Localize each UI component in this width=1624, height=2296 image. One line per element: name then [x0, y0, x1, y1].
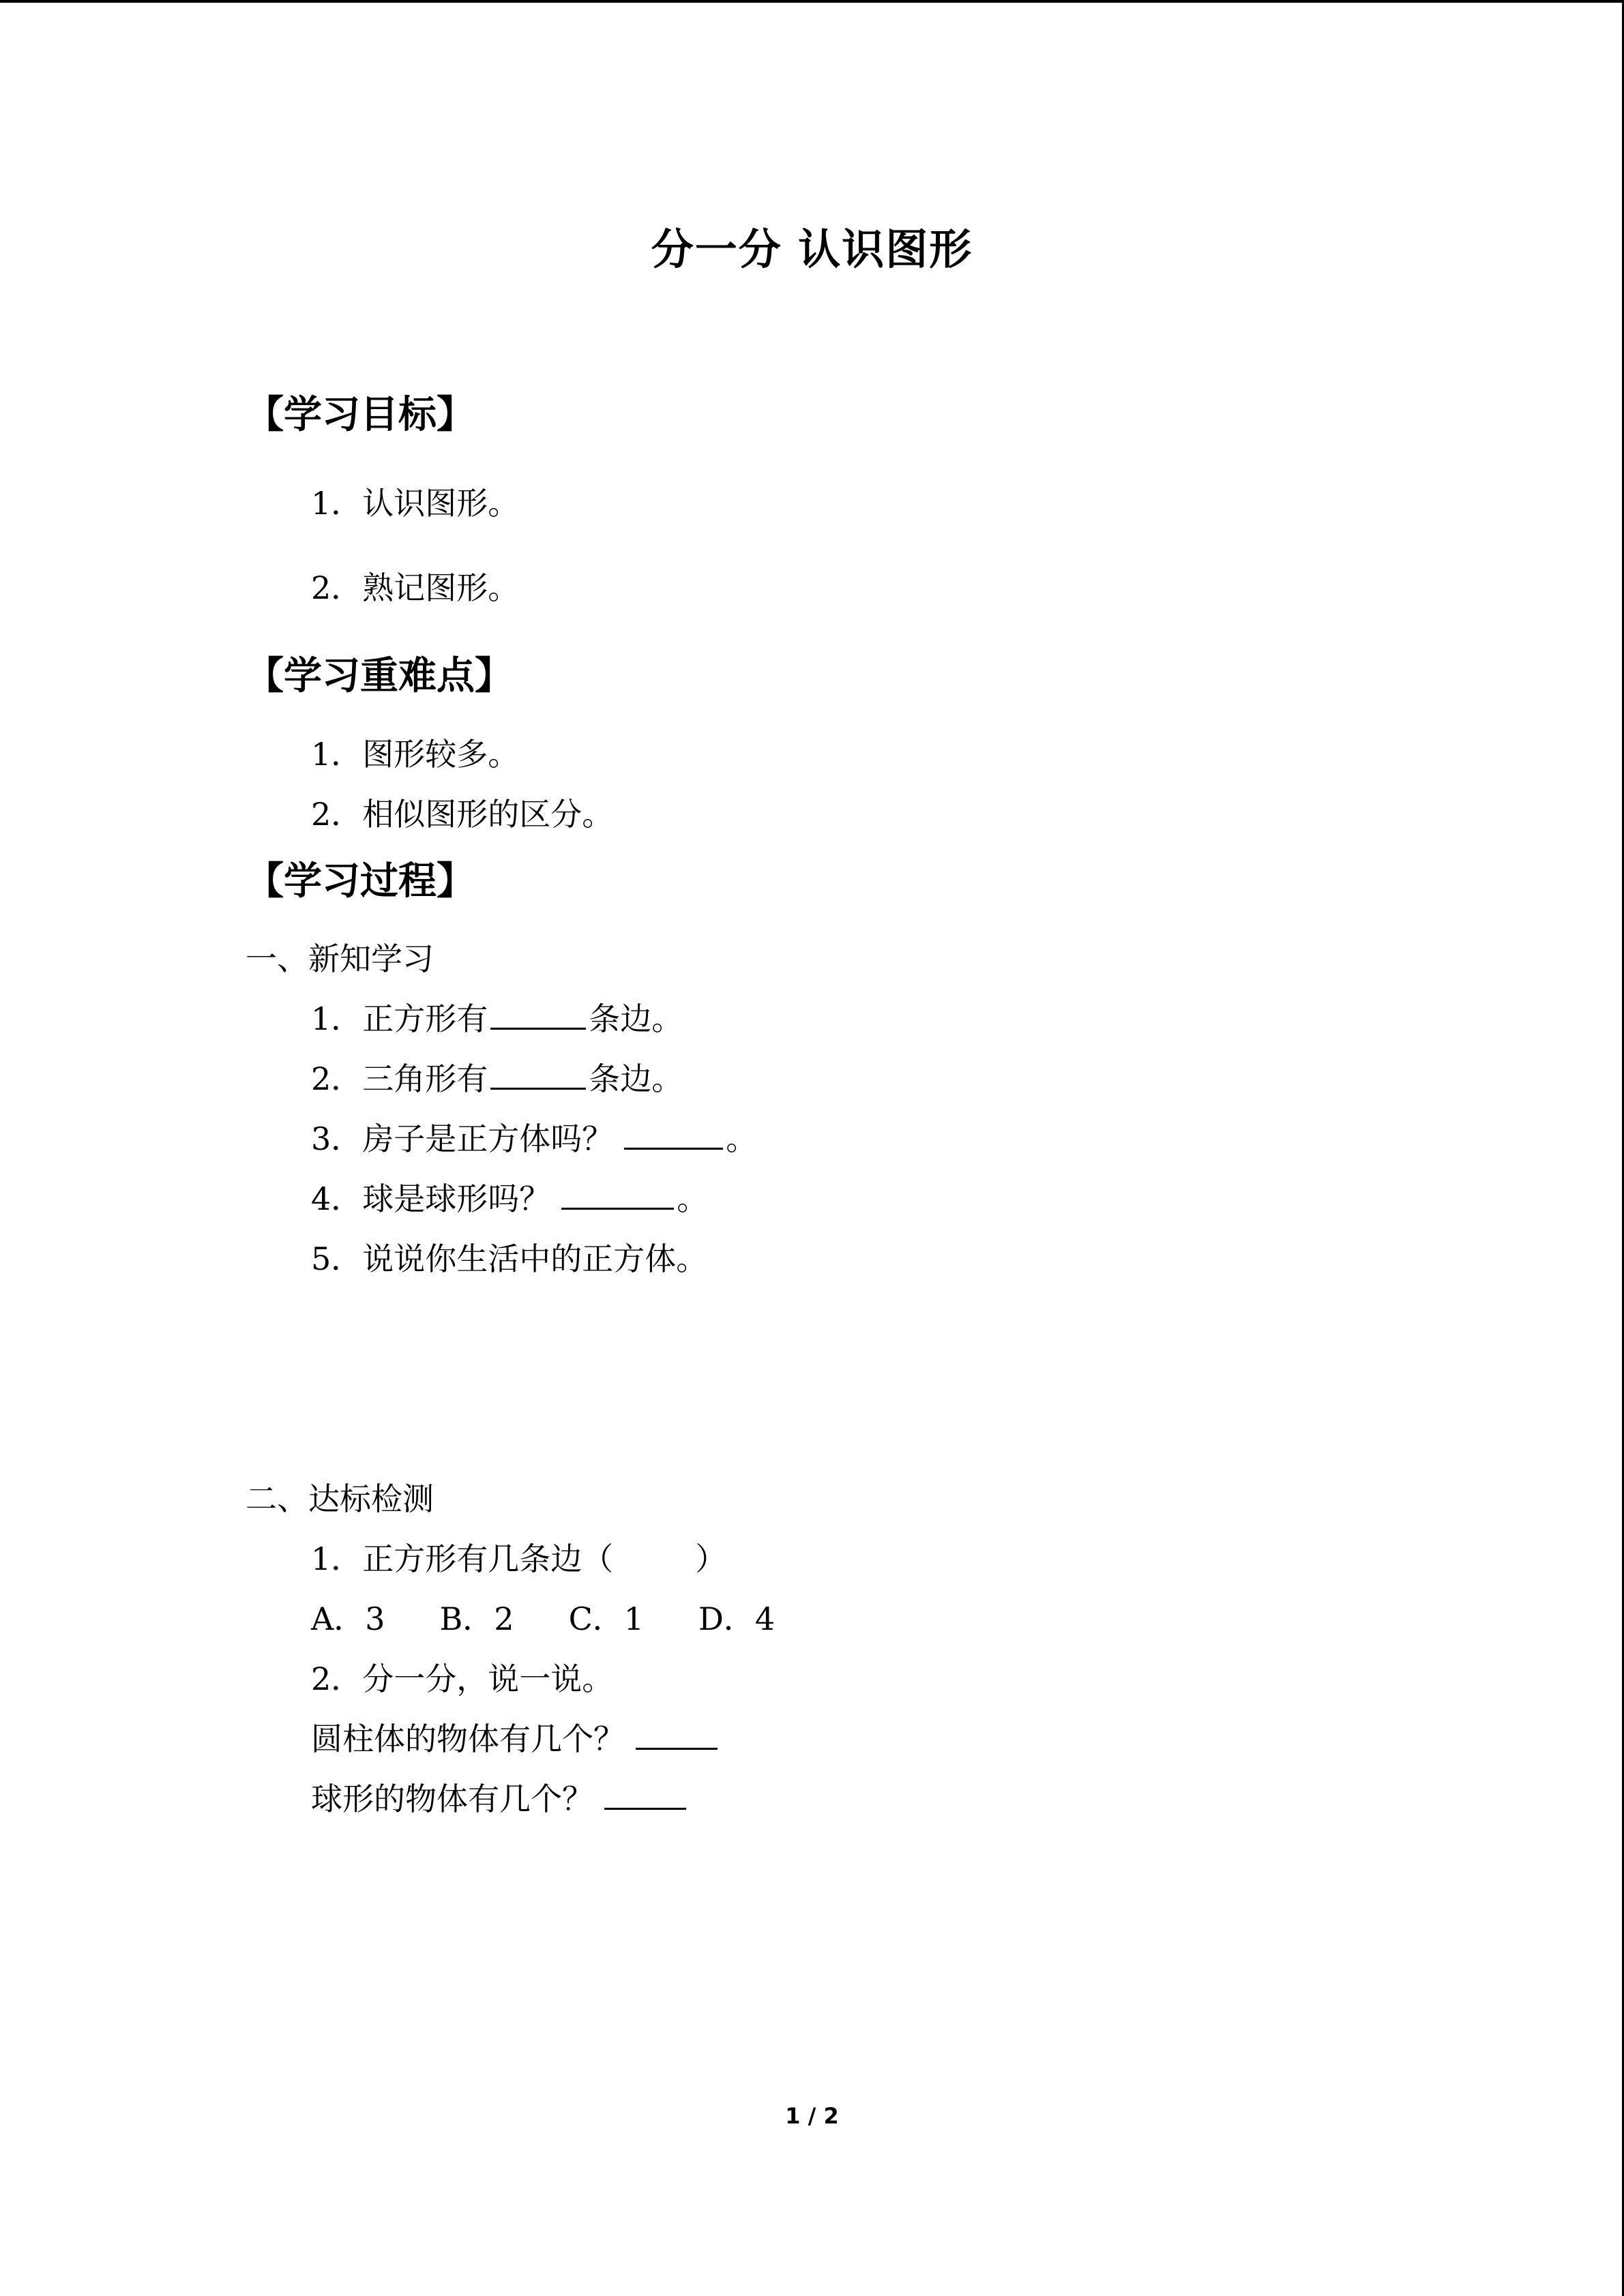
q4-text-before: 4．球是球形吗？ — [311, 1180, 551, 1217]
part2-label: 二、达标检测 — [246, 1480, 434, 1517]
option-a[interactable]: A．3 — [311, 1600, 385, 1637]
q3-text-after: 。 — [726, 1120, 758, 1157]
q2-text-before: 2．三角形有 — [311, 1060, 488, 1097]
part2-question-2b — [311, 1774, 689, 1819]
heading-goals: 【学习目标】 — [246, 393, 475, 437]
answer-blank[interactable] — [624, 1118, 723, 1150]
part1-question-2 — [311, 1054, 683, 1099]
q1-text-after: 条边。 — [589, 1000, 683, 1037]
p2q1-text-after: ） — [695, 1540, 727, 1577]
part1-question-4 — [311, 1174, 708, 1219]
difficulty-item-1: 1．图形较多。 — [311, 736, 520, 773]
q2b-text: 球形的物体有几个？ — [311, 1780, 593, 1817]
answer-options — [311, 1594, 829, 1639]
heading-difficulties: 【学习重难点】 — [246, 654, 513, 698]
heading-process: 【学习过程】 — [246, 859, 475, 904]
option-d[interactable]: D．4 — [698, 1600, 776, 1637]
part2-question-1 — [311, 1534, 726, 1579]
part2-question-2: 2．分一分，说一说。 — [311, 1660, 614, 1697]
q2a-text: 圆柱体的物体有几个？ — [311, 1720, 625, 1757]
goal-item-1: 1．认识图形。 — [311, 485, 520, 522]
page-title: 分一分 认识图形 — [651, 224, 973, 274]
option-b[interactable]: B．2 — [439, 1600, 514, 1637]
q4-text-after: 。 — [677, 1180, 709, 1217]
part1-question-3 — [311, 1114, 757, 1159]
answer-blank[interactable] — [636, 1718, 718, 1750]
answer-blank[interactable] — [490, 998, 586, 1030]
q1-text-before: 1．正方形有 — [311, 1000, 488, 1037]
answer-blank[interactable] — [561, 1178, 674, 1210]
part1-question-1 — [311, 994, 683, 1039]
page-number: 1 / 2 — [785, 2103, 839, 2129]
goal-item-2: 2．熟记图形。 — [311, 569, 520, 606]
q2-text-after: 条边。 — [589, 1060, 683, 1097]
answer-blank[interactable] — [490, 1058, 586, 1090]
q3-text-before: 3．房子是正方体吗？ — [311, 1120, 614, 1157]
part2-question-2a — [311, 1714, 720, 1759]
option-c[interactable]: C．1 — [568, 1600, 645, 1637]
answer-blank[interactable] — [604, 1778, 686, 1810]
part1-question-5: 5．说说你生活中的正方体。 — [311, 1240, 708, 1277]
p2q1-text-before: 1．正方形有几条边（ — [311, 1540, 614, 1577]
difficulty-item-2: 2．相似图形的区分。 — [311, 796, 614, 833]
part1-label: 一、新知学习 — [246, 940, 434, 977]
